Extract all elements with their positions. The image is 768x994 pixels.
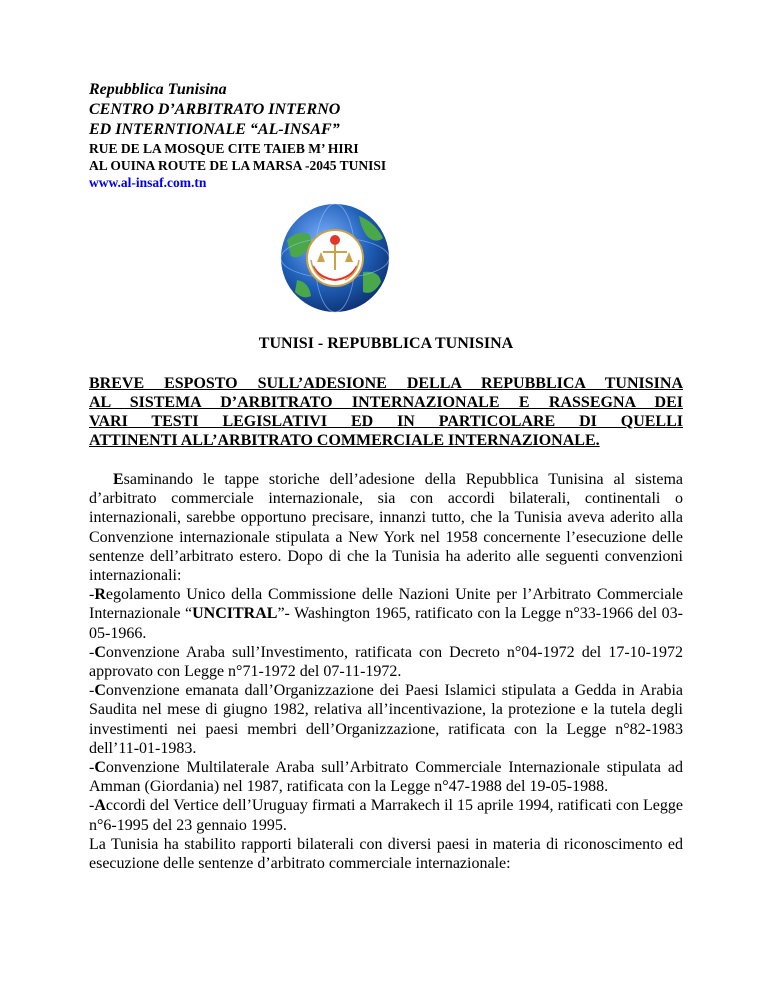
website-link[interactable]: www.al-insaf.com.tn xyxy=(89,175,207,190)
intro-text: saminando le tappe storiche dell’adesione della Repubblica Tunisina al sistema d’arbitrato commerciale internazionale, sia con accordi bilaterali, continentali o internazionali, sarebbe opportuno precisare, innanzi tutto, che la Tunisia aveva aderito alla Convenzione internazionale stipulata a New York nel 1958 concernente l’esecuzione delle sentenze dell’arbitrato estero. Dopo di che la Tunisia ha aderito alle seguenti convenzioni internazionali: xyxy=(89,471,683,585)
list-item: -Regolamento Unico della Commissione delle Nazioni Unite per l’Arbitrato Commerciale Internazionale “UNCITRAL”- Washington 1965, ratificato con la Legge n°33-1966 del 03-05-1966. xyxy=(89,586,683,642)
title-line-4: ATTINENTI ALL’ARBITRATO COMMERCIALE INTERNAZIONALE. xyxy=(89,432,600,449)
org-name-line-1: CENTRO D’ARBITRATO INTERNO xyxy=(89,101,341,118)
list-item: -Accordi del Vertice dell’Uruguay firmati a Marrakech il 15 aprile 1994, ratificati con Legge n°6-1995 del 23 gennaio 1995. xyxy=(89,797,683,834)
org-name-line-2: ED INTERNTIONALE “AL-INSAF” xyxy=(89,121,340,138)
letterhead xyxy=(89,80,683,192)
title-line-3: VARI TESTI LEGISLATIVI ED IN PARTICOLARE DI QUELLI xyxy=(89,413,683,430)
city-heading: TUNISI - REPUBBLICA TUNISINA xyxy=(258,335,514,352)
closing-paragraph: La Tunisia ha stabilito rapporti bilaterali con diversi paesi in materia di riconoscimento ed esecuzione delle sentenze d’arbitrato commerciale internazionale: xyxy=(89,835,683,873)
intro-paragraph xyxy=(89,470,683,585)
address-line-1: RUE DE LA MOSQUE CITE TAIEB M’ HIRI xyxy=(89,141,359,156)
list-item: -Convenzione emanata dall’Organizzazione dei Paesi Islamici stipulata a Gedda in Arabia Saudita nel mese di giugno 1982, relativa all’incentivazione, la protezione e la tutela degli investimenti nei paesi membri dell’Organizzazione, ratificata con la Legge n°82-1983 dell’11-01-1983. xyxy=(89,682,683,757)
document-title xyxy=(89,374,683,450)
intro-initial: E xyxy=(113,471,124,488)
document-page xyxy=(89,80,683,873)
title-line-1: BREVE ESPOSTO SULL’ADESIONE DELLA REPUBBLICA TUNISINA xyxy=(89,375,683,392)
title-line-2: AL SISTEMA D’ARBITRATO INTERNAZIONALE E RASSEGNA DEI xyxy=(89,394,683,411)
address-line-2: AL OUINA ROUTE DE LA MARSA -2045 TUNISI xyxy=(89,158,387,173)
list-item: -Convenzione Araba sull’Investimento, ratificata con Decreto n°04-1972 del 17-10-1972 approvato con Legge n°71-1972 del 07-11-1972. xyxy=(89,643,683,681)
globe-emblem-icon xyxy=(275,200,395,316)
country-name: Repubblica Tunisina xyxy=(89,81,227,98)
list-item: -Convenzione Multilaterale Araba sull’Arbitrato Commerciale Internazionale stipulata ad Amman (Giordania) nel 1987, ratificata con la Legge n°47-1988 del 19-05-1988. xyxy=(89,759,683,796)
document-body xyxy=(89,470,683,873)
